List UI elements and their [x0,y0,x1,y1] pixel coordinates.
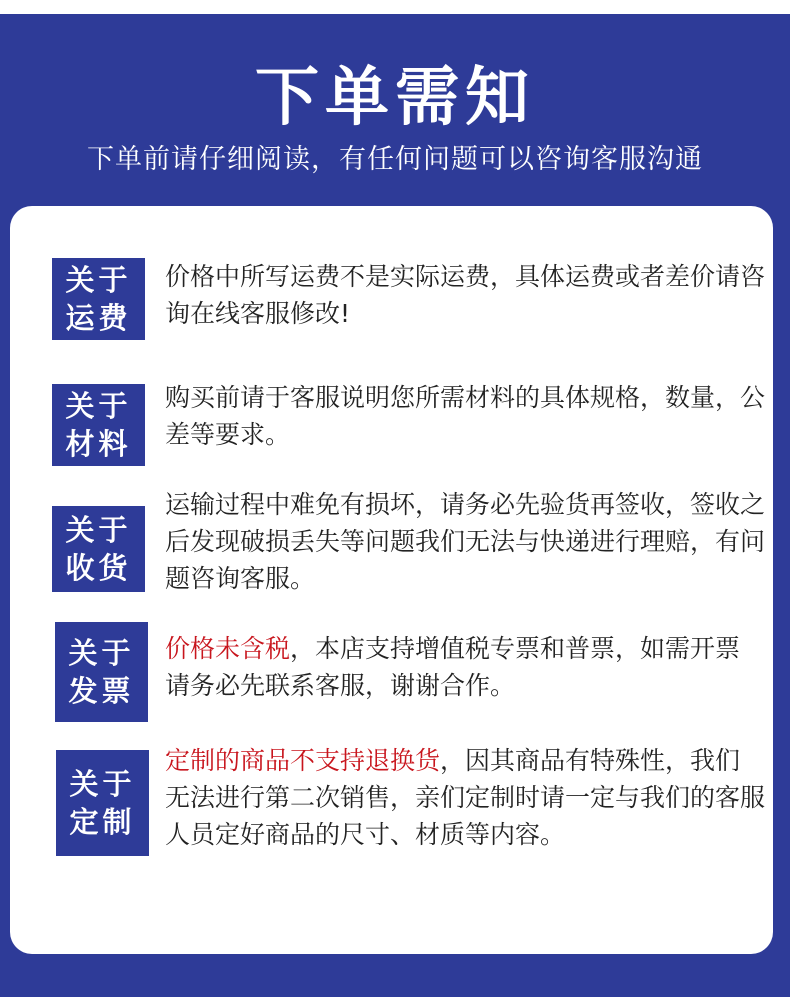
notice-highlight: 价格未含税 [165,634,291,663]
notice-text [165,379,765,453]
notice-text [165,258,765,332]
notice-body: 购买前请于客服说明您所需材料的具体规格，数量，公差等要求。 [165,383,766,449]
notice-body: ，本店支持增值税专票和普票，如需开票请务必先联系客服，谢谢合作。 [165,634,741,700]
badge-shipping [52,258,145,340]
notice-text [165,742,765,853]
badge-materials [52,384,145,466]
notice-text [165,486,765,597]
notice-body: ，因其商品有特殊性，我们无法进行第二次销售，亲们定制时请一定与我们的客服人员定好商品的尺寸、材质等内容。 [165,746,766,849]
badge-receipt [52,506,145,592]
notice-text [165,630,765,704]
badge-line1: 关于 [65,513,132,547]
badge-custom [56,750,149,856]
notice-body: 价格中所写运费不是实际运费，具体运费或者差价请咨询在线客服修改! [165,262,766,328]
badge-line2: 收货 [65,551,132,585]
badge-line1: 关于 [69,767,136,801]
badge-line2: 运费 [65,301,132,335]
page-title: 下单需知 [255,61,535,135]
page-subtitle: 下单前请仔细阅读，有任何问题可以咨询客服沟通 [87,144,703,175]
badge-line2: 发票 [68,674,135,708]
badge-line2: 材料 [65,427,132,461]
badge-line1: 关于 [68,636,135,670]
badge-invoice [55,622,148,722]
badge-line2: 定制 [69,805,136,839]
badge-line1: 关于 [65,263,132,297]
notice-card [10,206,773,954]
badge-line1: 关于 [65,389,132,423]
notice-body: 运输过程中难免有损坏，请务必先验货再签收，签收之后发现破损丢失等问题我们无法与快递进行理赔，有问题咨询客服。 [165,490,766,593]
notice-highlight: 定制的商品不支持退换货 [165,746,441,775]
